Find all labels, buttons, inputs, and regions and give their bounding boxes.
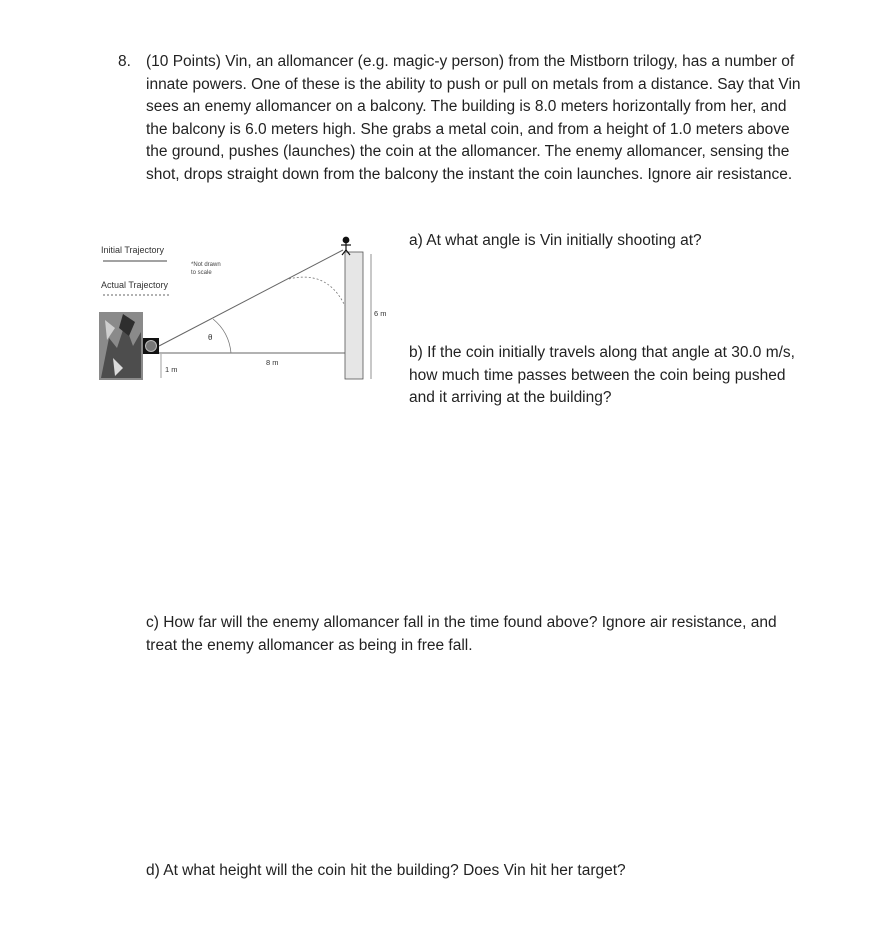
part-c-question: c) How far will the enemy allomancer fall in the time found above? Ignore air resistance, and treat the enemy allomancer as being in free fall. <box>146 614 777 654</box>
legend-actual-label: Actual Trajectory <box>101 280 169 290</box>
angle-label: θ <box>208 333 213 342</box>
horizontal-distance-label: 8 m <box>266 358 279 367</box>
part-a-question: a) At what angle is Vin initially shooting at? <box>409 232 702 249</box>
question-text <box>146 51 806 186</box>
question-number: 8. <box>118 53 131 70</box>
coin-icon <box>146 341 157 352</box>
angle-arc <box>213 319 231 353</box>
not-to-scale-note-line1: *Not drawn <box>191 262 221 268</box>
question-body: (10 Points) Vin, an allomancer (e.g. magic-y person) from the Mistborn trilogy, has a number of innate powers. One of these is the ability to push or pull on metals from a distance. Say that Vin sees an enemy allomancer on a balcony. The building is 8.0 meters horizontally from her, and the balcony is 6.0 meters high. She grabs a metal coin, and from a height of 1.0 meters above the ground, pushes (launches) the coin at the allomancer. The enemy allomancer, sensing the shot, drops straight down from the balcony the instant the coin launches. Ignore air resistance. <box>146 53 801 183</box>
diagram-svg <box>95 228 395 388</box>
building-height-label: 6 m <box>374 309 387 318</box>
actual-trajectory-arc <box>285 277 345 306</box>
vin-picture <box>99 312 143 380</box>
part-b-question: b) If the coin initially travels along that angle at 30.0 m/s, how much time passes between the coin being pushed and it arriving at the building? <box>409 344 795 406</box>
launch-height-label: 1 m <box>165 365 178 374</box>
trajectory-diagram <box>95 228 395 393</box>
building <box>345 252 363 379</box>
legend-initial-label: Initial Trajectory <box>101 245 165 255</box>
not-to-scale-note-line2: to scale <box>191 270 212 276</box>
initial-trajectory-line <box>159 250 343 346</box>
part-d-question: d) At what height will the coin hit the building? Does Vin hit her target? <box>146 862 626 879</box>
